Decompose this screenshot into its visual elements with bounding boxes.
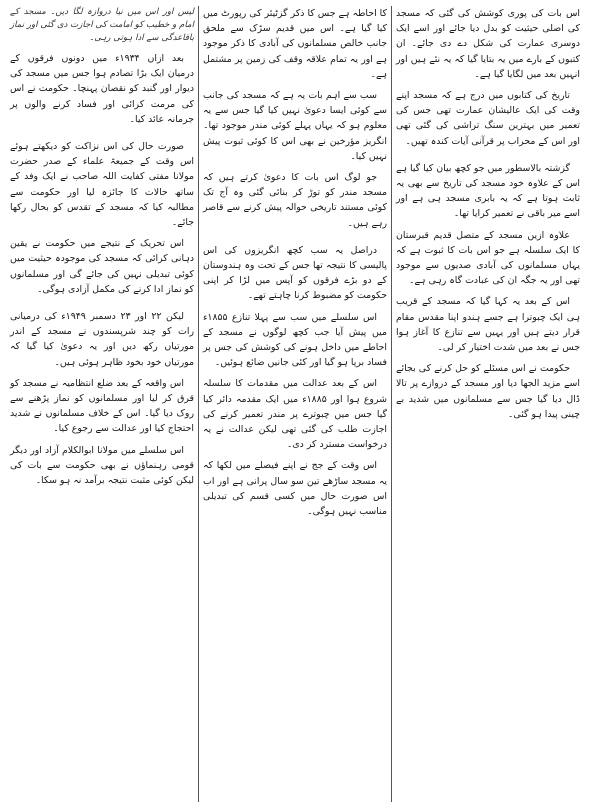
paragraph: لیس اور اس میں نیا دروازہ لگا دیں۔ مسجد کے امام و خطیب کو امامت کی اجازت دی گئی اور نماز باقاعدگی سے ادا ہوتی رہی۔ [9, 7, 194, 43]
paragraph: دراصل یہ سب کچھ انگریزوں کی اس پالیسی کا نتیجہ تھا جس کے تحت وہ ہندوستان کے دو بڑے فرقوں کو آپس میں لڑا کر اپنی حکومت کو مضبوط کرنا چاہتے تھے۔ [203, 244, 387, 302]
paragraph: سب سے اہم بات یہ ہے کہ مسجد کی جانب سے کوئی ایسا دعویٰ نہیں کیا گیا جس سے یہ معلوم ہو کہ یہاں پہلے کوئی مندر موجود تھا۔ انگریز مؤرخین نے بھی اس کا کوئی ثبوت پیش نہیں کیا۔ [203, 90, 387, 162]
paragraph: جو لوگ اس بات کا دعویٰ کرتے ہیں کہ مسجد مندر کو توڑ کر بنائی گئی وہ آج تک کوئی مستند تاریخی حوالہ پیش کرنے سے قاصر رہے ہیں۔ [203, 172, 387, 229]
column-middle [199, 6, 391, 802]
paragraph: حکومت نے اس مسئلے کو حل کرنے کی بجائے اسے مزید الجھا دیا اور مسجد کے دروازے پر تالا ڈال دیا گیا جس سے مسلمانوں میں شدید بے چینی پیدا ہو گئی۔ [396, 363, 580, 420]
paragraph: علاوہ ازیں مسجد کے متصل قدیم قبرستان کا ایک سلسلہ ہے جو اس بات کا ثبوت ہے کہ یہاں مسلمانوں کی آبادی صدیوں سے موجود تھی اور یہ جگہ ان کی عبادت گاہ رہی ہے۔ [396, 229, 580, 287]
paragraph: اس سلسلے میں سب سے پہلا تنازع ۱۸۵۵ء میں پیش آیا جب کچھ لوگوں نے مسجد کے احاطے میں داخل ہونے کی کوشش کی جس پر فساد برپا ہو گیا اور کئی جانیں ضائع ہوئیں۔ [203, 311, 387, 369]
paragraph: اس بات کی پوری کوشش کی گئی کہ مسجد کی اصلی حیثیت کو بدل دیا جائے اور اسے ایک دوسری عمارت کی شکل دے دی جائے۔ ان کتبوں کے بارے میں یہ بتایا گیا کہ یہ نئے ہیں اور انہیں بعد میں لگایا گیا ہے۔ [396, 8, 580, 80]
column-right [392, 6, 584, 802]
paragraph: اس کے بعد یہ کہا گیا کہ مسجد کے قریب ہی ایک چبوترا ہے جسے ہندو اپنا مقدس مقام قرار دیتے ہیں اور یہیں سے تنازع کا آغاز ہوا جس نے بعد میں شدت اختیار کر لی۔ [396, 296, 580, 354]
paragraph: اس سلسلے میں مولانا ابوالکلام آزاد اور دیگر قومی رہنماؤں نے بھی حکومت سے بات کی لیکن کوئی مثبت نتیجہ برآمد نہ ہو سکا۔ [10, 444, 194, 487]
paragraph: اس واقعہ کے بعد ضلع انتظامیہ نے مسجد کو قرق کر لیا اور مسلمانوں کو نماز پڑھنے سے روک دیا گیا۔ اس کے خلاف مسلمانوں نے شدید احتجاج کیا اور عدالت سے رجوع کیا۔ [10, 377, 194, 435]
paragraph: اس تحریک کے نتیجے میں حکومت نے یقین دہانی کرائی کہ مسجد کی موجودہ حیثیت میں کوئی تبدیلی نہیں کی جائے گی اور مسلمانوں کو نماز ادا کرنے کی مکمل آزادی ہوگی۔ [10, 238, 194, 295]
paragraph: بعد ازاں ۱۹۳۴ء میں دونوں فرقوں کے درمیان ایک بڑا تصادم ہوا جس میں مسجد کی دیوار اور گنبد کو نقصان پہنچا۔ حکومت نے اس کی مرمت کرائی اور فساد کرنے والوں پر جرمانہ عائد کیا۔ [10, 53, 194, 125]
column-left [6, 6, 198, 802]
paragraph: اس وقت کے جج نے اپنے فیصلے میں لکھا کہ یہ مسجد ساڑھے تین سو سال پرانی ہے اور اب اس صورت حال میں کسی قسم کی تبدیلی مناسب نہیں ہوگی۔ [203, 460, 387, 518]
paragraph: لیکن ۲۲ اور ۲۳ دسمبر ۱۹۴۹ء کی درمیانی رات کو چند شرپسندوں نے مسجد کے اندر مورتیاں رکھ دیں اور یہ دعویٰ کیا گیا کہ مورتیاں خود بخود ظاہر ہوئی ہیں۔ [10, 311, 194, 368]
paragraph: صورت حال کی اس نزاکت کو دیکھتے ہوئے اس وقت کے جمیعۃ علماء کے صدر حضرت مولانا مفتی کفایت اللہ صاحب نے ایک وفد کے ساتھ حالات کا جائزہ لیا اور حکومت سے مطالبہ کیا کہ مسجد کے تقدس کو بحال رکھا جائے۔ [10, 141, 194, 229]
paragraph: اس کے بعد عدالت میں مقدمات کا سلسلہ شروع ہوا اور ۱۸۸۵ء میں ایک مقدمہ دائر کیا گیا جس میں چبوترے پر مندر تعمیر کرنے کی اجازت طلب کی گئی تھی لیکن عدالت نے یہ درخواست مسترد کر دی۔ [203, 378, 387, 451]
paragraph: گزشتہ بالاسطور میں جو کچھ بیان کیا گیا ہے اس کے علاوہ خود مسجد کی تاریخ سے بھی یہ ثابت ہوتا ہے کہ یہ بابری مسجد ہی ہے اور اسے میر باقی نے تعمیر کرایا تھا۔ [396, 162, 580, 220]
paragraph: کا احاطہ ہے جس کا ذکر گزٹیئر کی رپورٹ میں کیا گیا ہے۔ اس میں قدیم سڑک سے ملحق جانب خالص مسلمانوں کی آبادی کا ذکر موجود ہے اور یہ تمام علاقہ وقف کی زمین پر مشتمل ہے۔ [203, 8, 387, 80]
paragraph: تاریخ کی کتابوں میں درج ہے کہ مسجد اپنے وقت کی ایک عالیشان عمارت تھی جس کی تعمیر میں بہترین سنگ تراشی کی گئی تھی اور اس کے محراب پر قرآنی آیات کندہ تھیں۔ [396, 90, 580, 147]
